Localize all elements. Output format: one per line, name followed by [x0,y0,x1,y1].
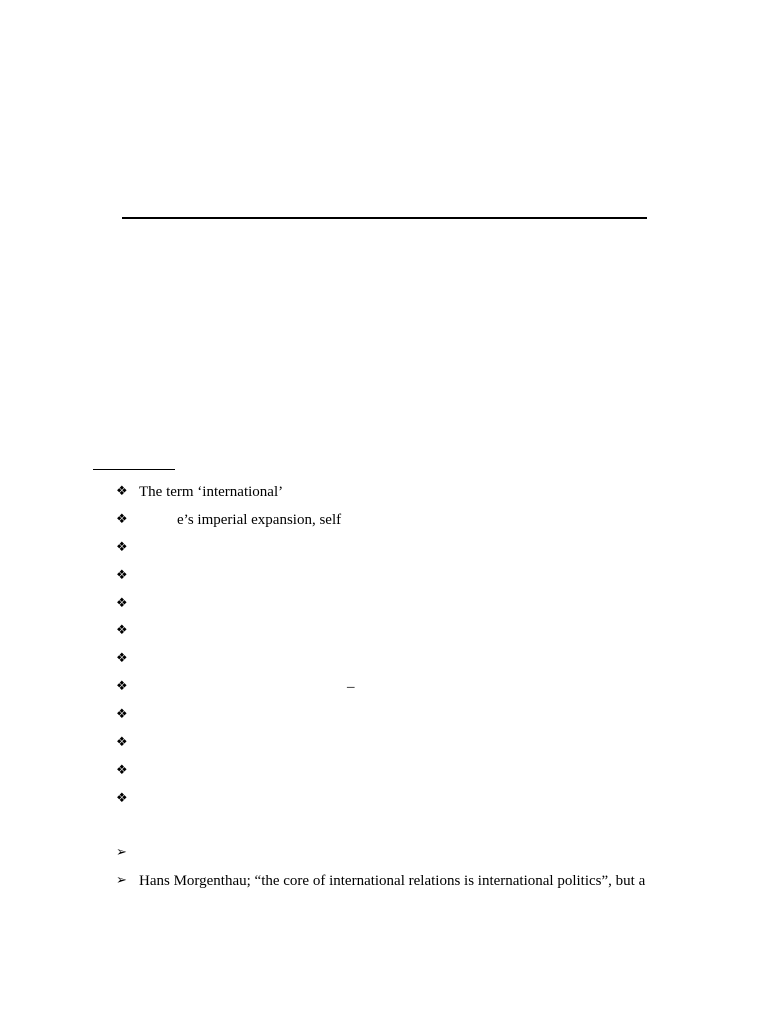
diamond-bullet-icon: ❖ [116,707,128,723]
list-item [0,478,768,506]
list-item-text: The term ‘international’ [139,484,284,500]
arrowhead-bullet-icon: ➢ [116,873,127,888]
diamond-bullet-icon: ❖ [116,484,128,499]
list-item [0,785,768,813]
list-item [0,617,768,645]
diamond-bullet-icon: ❖ [116,623,128,639]
diamond-bullet-icon: ❖ [116,539,128,555]
diamond-bullet-icon: ❖ [116,679,128,695]
diamond-bullet-icon: ❖ [116,790,128,806]
list-item [0,562,768,590]
diamond-bullet-list [0,478,768,813]
list-item-text: e’s imperial expansion, self [177,511,342,528]
list-item [0,534,768,562]
diamond-bullet-icon: ❖ [116,567,128,583]
diamond-bullet-icon: ❖ [116,735,128,751]
list-item [0,729,768,757]
list-item [0,645,768,673]
arrow-bullet-list [0,839,768,895]
heading-underline [93,469,175,470]
list-item [0,673,768,701]
arrowhead-bullet-icon: ➢ [116,845,127,860]
diamond-bullet-icon: ❖ [116,511,128,527]
list-item [0,701,768,729]
diamond-bullet-icon: ❖ [116,762,128,778]
list-item-text: Hans Morgenthau; “the core of international relations is international politics”, but a [139,873,646,889]
diamond-bullet-icon: ❖ [116,651,128,667]
diamond-bullet-icon: ❖ [116,595,128,611]
list-item [0,839,768,867]
list-item [0,506,768,534]
horizontal-rule [122,217,647,219]
list-item [0,590,768,618]
list-item [0,757,768,785]
list-item [0,867,768,895]
en-dash: – [347,679,355,696]
